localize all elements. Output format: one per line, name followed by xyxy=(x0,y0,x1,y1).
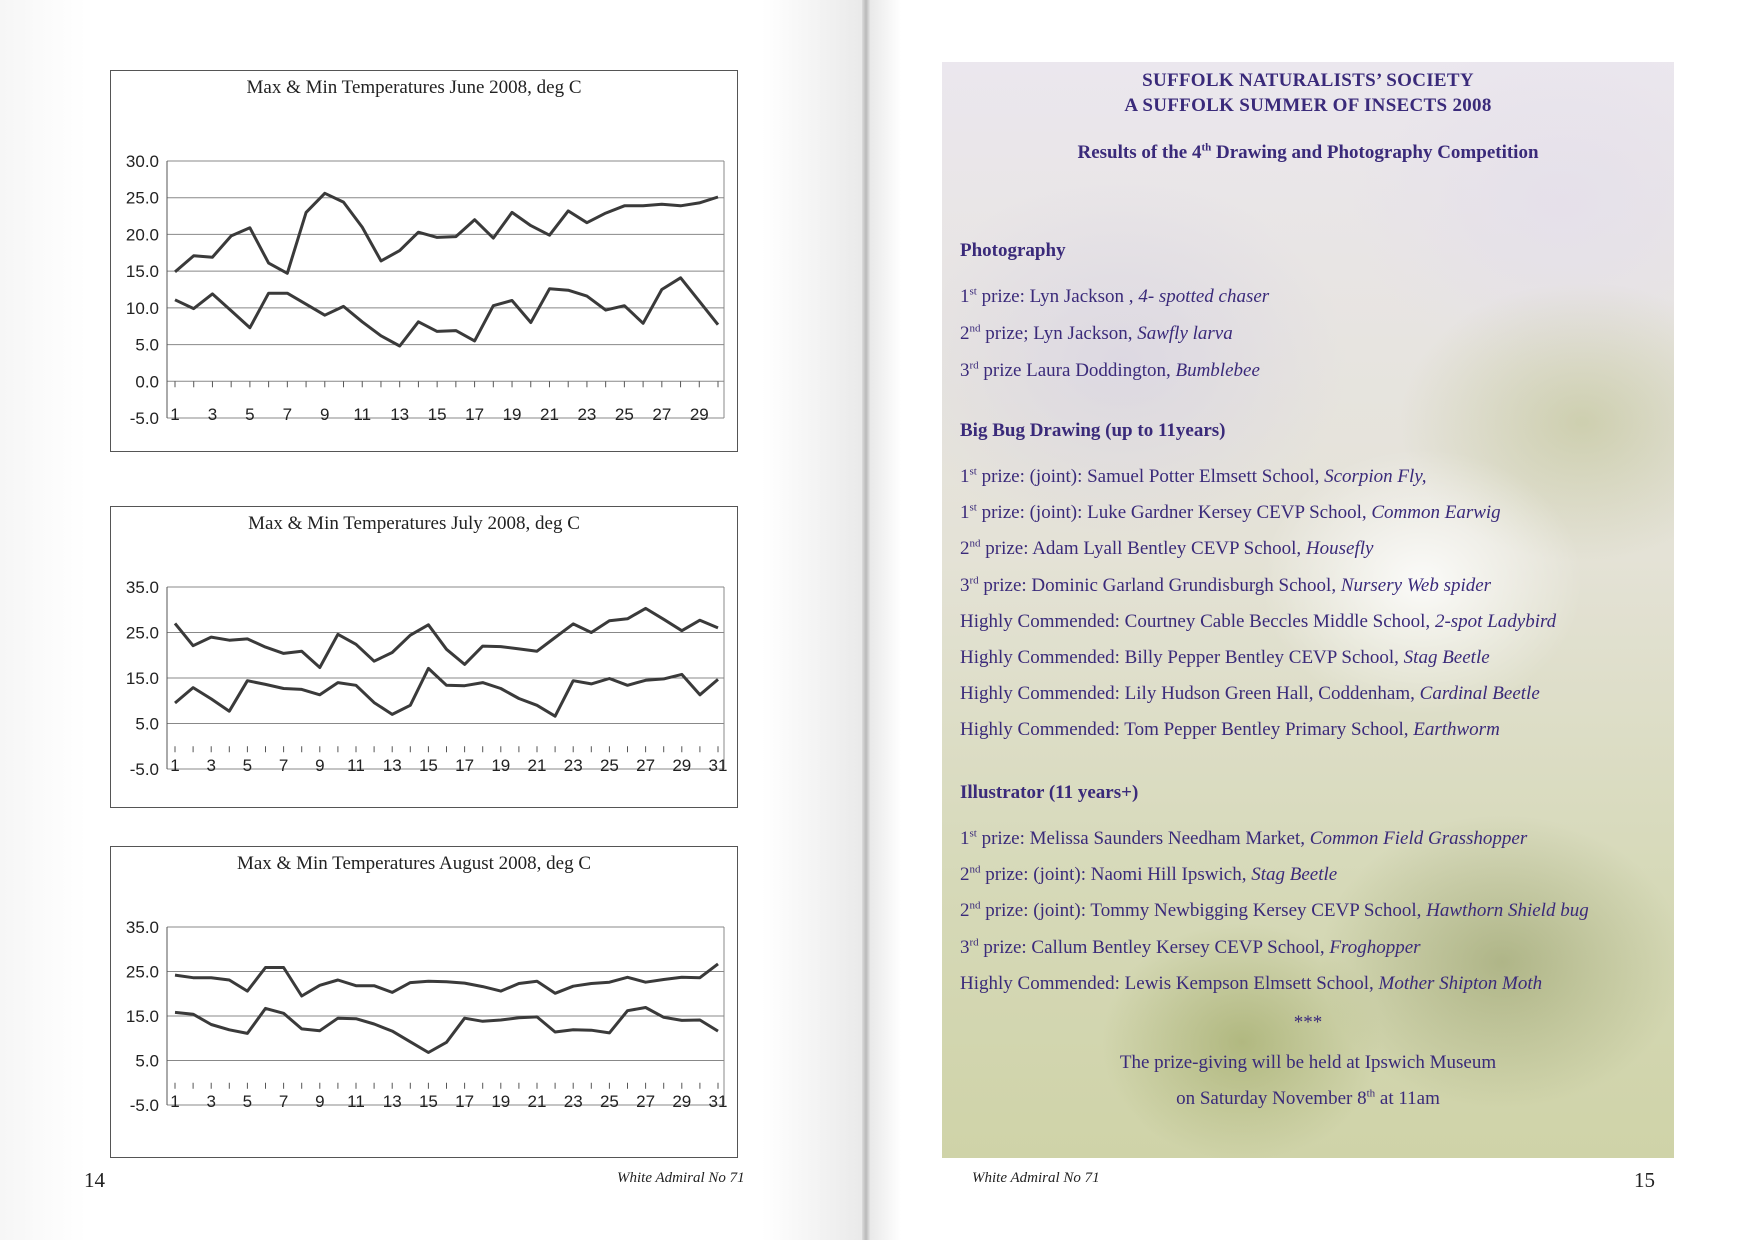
entry-illustrator: 2nd prize: (joint): Naomi Hill Ipswich, Stag Beetle xyxy=(960,863,1338,886)
entry-big-bug: 1st prize: (joint): Samuel Potter Elmsett School, Scorpion Fly, xyxy=(960,465,1427,487)
event-heading: A SUFFOLK SUMMER OF INSECTS 2008 xyxy=(1124,95,1492,116)
page-number-left: 14 xyxy=(84,1168,105,1192)
y-tick-label: 25.0 xyxy=(125,962,159,982)
x-tick-label: 15 xyxy=(418,1092,438,1111)
max-temperature-line xyxy=(175,964,718,996)
chart-june-box xyxy=(110,70,738,452)
x-tick-label: 1 xyxy=(170,405,180,424)
entry-title: Stag Beetle xyxy=(1403,647,1490,668)
entry-photography: 1st prize: Lyn Jackson , 4- spotted chaser xyxy=(960,285,1270,307)
x-tick-label: 31 xyxy=(708,1092,728,1111)
x-tick-label: 13 xyxy=(382,756,402,775)
max-temperature-line xyxy=(175,608,718,667)
x-tick-label: 29 xyxy=(672,756,692,775)
y-tick-label: 0.0 xyxy=(135,372,159,392)
society-heading: SUFFOLK NATURALISTS’ SOCIETY xyxy=(1142,70,1474,91)
min-temperature-line xyxy=(175,1008,718,1053)
x-tick-label: 23 xyxy=(577,405,597,424)
chart-title: Max & Min Temperatures July 2008, deg C xyxy=(248,513,580,534)
entry-big-bug: 3rd prize: Dominic Garland Grundisburgh School, Nursery Web spider xyxy=(960,574,1492,596)
x-tick-label: 7 xyxy=(282,405,293,424)
entry-title: Nursery Web spider xyxy=(1340,574,1492,596)
x-tick-label: 1 xyxy=(170,756,180,775)
entry-title: 4- spotted chaser xyxy=(1138,286,1270,307)
competition-results-panel xyxy=(942,62,1674,1158)
y-tick-label: 25.0 xyxy=(125,188,159,208)
x-tick-label: 1 xyxy=(170,1092,180,1111)
x-tick-label: 7 xyxy=(278,1092,289,1111)
prize-giving-line1: The prize-giving will be held at Ipswich Museum xyxy=(1119,1052,1497,1073)
x-tick-label: 23 xyxy=(563,1092,583,1111)
chart-title: Max & Min Temperatures August 2008, deg C xyxy=(236,853,592,874)
entry-title: Hawthorn Shield bug xyxy=(1426,900,1589,922)
entry-big-bug: 1st prize: (joint): Luke Gardner Kersey CEVP School, Common Earwig xyxy=(960,501,1501,524)
max-temperature-line xyxy=(175,193,718,273)
footer-left: White Admiral No 71 xyxy=(617,1170,745,1186)
y-tick-label: 30.0 xyxy=(125,152,159,171)
chart-title: Max & Min Temperatures June 2008, deg C xyxy=(246,77,582,98)
entry-illustrator: 1st prize: Melissa Saunders Needham Market, Common Field Grasshopper xyxy=(960,827,1528,849)
x-tick-label: 3 xyxy=(206,1092,216,1111)
x-tick-label: 21 xyxy=(540,405,559,424)
x-tick-label: 25 xyxy=(614,405,634,424)
min-temperature-line xyxy=(175,278,718,346)
entry-photography: 2nd prize; Lyn Jackson, Sawfly larva xyxy=(960,322,1233,344)
y-tick-label: 5.0 xyxy=(135,1051,159,1071)
x-tick-label: 17 xyxy=(455,756,475,775)
min-temperature-line xyxy=(175,668,718,716)
entry-title: Stag Beetle xyxy=(1251,864,1338,886)
x-tick-label: 15 xyxy=(427,405,447,424)
x-tick-label: 11 xyxy=(347,756,365,775)
entry-title: Earthworm xyxy=(1413,719,1500,741)
entry-title: Mother Shipton Moth xyxy=(1378,972,1543,994)
y-tick-label: 25.0 xyxy=(125,623,159,643)
y-tick-label: -5.0 xyxy=(129,1096,159,1115)
x-tick-label: 27 xyxy=(636,1092,656,1111)
entry-big-bug: Highly Commended: Lily Hudson Green Hall, Coddenham, Cardinal Beetle xyxy=(960,683,1540,705)
illustrator-heading: Illustrator (11 years+) xyxy=(960,782,1139,803)
x-tick-label: 15 xyxy=(418,756,438,775)
entry-title: Bumblebee xyxy=(1175,360,1260,381)
entry-big-bug: Highly Commended: Courtney Cable Beccles Middle School, 2-spot Ladybird xyxy=(960,610,1557,632)
y-tick-label: 10.0 xyxy=(125,298,159,318)
x-tick-label: 9 xyxy=(320,405,330,424)
x-tick-label: 19 xyxy=(491,1092,511,1111)
y-tick-label: 20.0 xyxy=(125,225,159,245)
x-tick-label: 11 xyxy=(347,1092,365,1111)
y-tick-label: 5.0 xyxy=(135,335,159,355)
x-tick-label: 3 xyxy=(206,756,216,775)
photography-heading: Photography xyxy=(960,240,1066,261)
x-tick-label: 11 xyxy=(353,405,372,424)
x-tick-label: 27 xyxy=(652,405,672,424)
x-tick-label: 17 xyxy=(455,1092,475,1111)
y-tick-label: 35.0 xyxy=(125,918,159,937)
x-tick-label: 23 xyxy=(563,756,583,775)
entry-big-bug: Highly Commended: Tom Pepper Bentley Primary School, Earthworm xyxy=(960,719,1500,741)
y-tick-label: 15.0 xyxy=(125,262,159,282)
x-tick-label: 3 xyxy=(207,405,218,424)
x-tick-label: 19 xyxy=(491,756,511,775)
separator: *** xyxy=(1293,1012,1323,1033)
page-number-right: 15 xyxy=(1634,1168,1655,1192)
x-tick-label: 19 xyxy=(502,405,522,424)
entry-title: Froghopper xyxy=(1329,936,1421,958)
x-tick-label: 29 xyxy=(689,405,709,424)
competition-subtitle: Results of the 4th Drawing and Photography Competition xyxy=(1077,141,1539,163)
entry-title: Common Field Grasshopper xyxy=(1309,828,1528,849)
entry-title: Sawfly larva xyxy=(1137,323,1233,344)
x-tick-label: 25 xyxy=(599,756,619,775)
x-tick-label: 31 xyxy=(708,756,728,775)
big-bug-heading: Big Bug Drawing (up to 11years) xyxy=(960,420,1226,441)
chart-july xyxy=(111,507,737,807)
entry-title: Housefly xyxy=(1305,538,1374,560)
entry-title: 2-spot Ladybird xyxy=(1434,610,1557,632)
x-tick-label: 5 xyxy=(245,405,255,424)
entry-big-bug: 2nd prize: Adam Lyall Bentley CEVP School, Housefly xyxy=(960,538,1374,560)
entry-illustrator: 2nd prize: (joint): Tommy Newbigging Kersey CEVP School, Hawthorn Shield bug xyxy=(960,900,1589,922)
footer-right: White Admiral No 71 xyxy=(972,1170,1100,1186)
entry-title: Common Earwig xyxy=(1371,502,1501,524)
x-tick-label: 9 xyxy=(315,756,325,775)
x-tick-label: 21 xyxy=(527,1092,547,1111)
entry-title: Cardinal Beetle xyxy=(1419,683,1540,705)
x-tick-label: 5 xyxy=(242,756,253,775)
x-tick-label: 17 xyxy=(465,405,485,424)
x-tick-label: 13 xyxy=(382,1092,402,1111)
y-tick-label: 15.0 xyxy=(125,1007,159,1026)
x-tick-label: 7 xyxy=(278,756,289,775)
y-tick-label: 5.0 xyxy=(135,714,159,734)
book-gutter xyxy=(862,0,870,1240)
x-tick-label: 21 xyxy=(527,756,547,775)
chart-august-box xyxy=(110,846,738,1158)
chart-august xyxy=(111,847,737,1157)
x-tick-label: 25 xyxy=(599,1092,619,1111)
chart-july-box xyxy=(110,506,738,808)
y-tick-label: -5.0 xyxy=(129,409,159,428)
entry-illustrator: Highly Commended: Lewis Kempson Elmsett School, Mother Shipton Moth xyxy=(960,972,1543,994)
y-tick-label: -5.0 xyxy=(129,760,159,779)
y-tick-label: 15.0 xyxy=(125,669,159,688)
chart-june xyxy=(111,71,737,451)
x-tick-label: 29 xyxy=(672,1092,692,1111)
x-tick-label: 9 xyxy=(315,1092,325,1111)
entry-illustrator: 3rd prize: Callum Bentley Kersey CEVP School, Froghopper xyxy=(960,936,1421,958)
entry-title: Scorpion Fly, xyxy=(1324,466,1427,487)
entry-big-bug: Highly Commended: Billy Pepper Bentley CEVP School, Stag Beetle xyxy=(960,647,1490,668)
x-tick-label: 5 xyxy=(242,1092,253,1111)
prize-giving-line2: on Saturday November 8th at 11am xyxy=(1176,1087,1440,1109)
entry-photography: 3rd prize Laura Doddington, Bumblebee xyxy=(960,359,1260,381)
y-tick-label: 35.0 xyxy=(125,578,159,597)
x-tick-label: 27 xyxy=(636,756,656,775)
x-tick-label: 13 xyxy=(390,405,410,424)
